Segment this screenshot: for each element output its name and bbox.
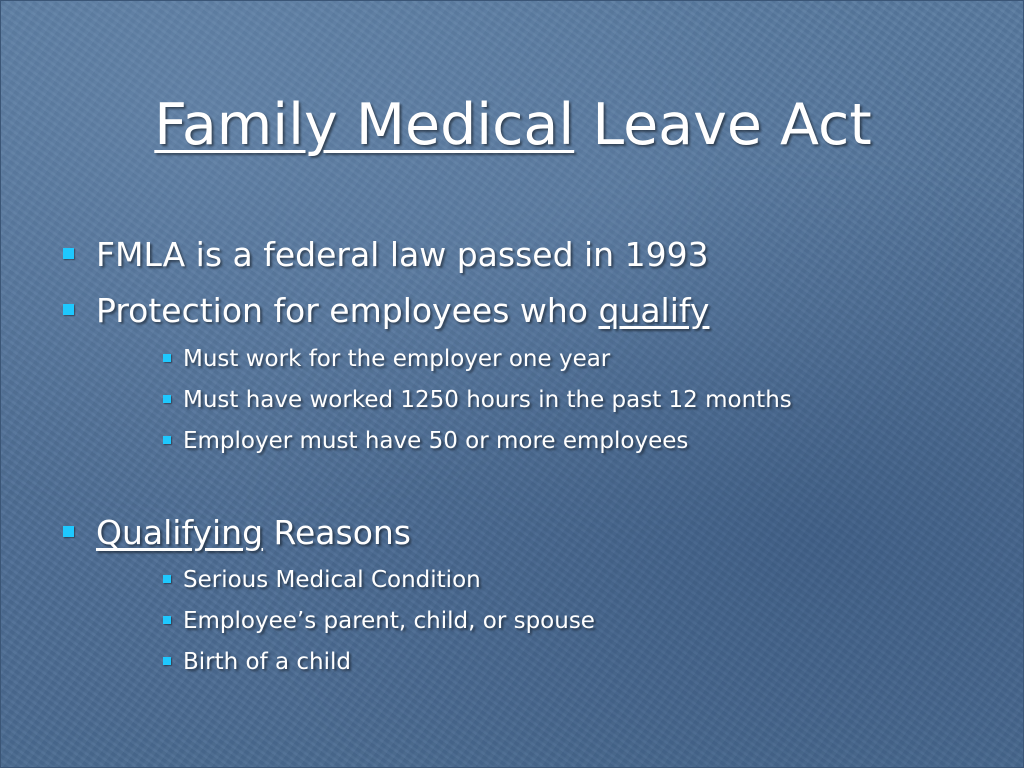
slide-title	[1, 85, 1024, 165]
square-bullet-icon	[63, 526, 74, 537]
square-bullet-icon	[163, 354, 171, 362]
sub-bullet-hours	[163, 385, 792, 415]
bullet-protection	[63, 291, 709, 331]
bullet-text: Reasons	[263, 513, 411, 552]
sub-bullet-text: Employee’s parent, child, or spouse	[183, 608, 595, 634]
bullet-federal-law	[63, 235, 709, 275]
slide-title-underlined: Family Medical	[154, 92, 575, 158]
square-bullet-icon	[63, 304, 74, 315]
sub-bullet-text: Must work for the employer one year	[183, 346, 611, 372]
slide-title-rest: Leave Act	[592, 92, 872, 158]
bullet-qualifying-reasons	[63, 513, 411, 553]
sub-bullet-text: Must have worked 1250 hours in the past 12 months	[183, 387, 792, 413]
sub-bullet-employees	[163, 426, 688, 456]
sub-bullet-medical-condition	[163, 565, 481, 595]
square-bullet-icon	[163, 616, 171, 624]
sub-bullet-work-year	[163, 344, 610, 374]
bullet-text: Protection for employees who	[96, 291, 599, 330]
bullet-underlined-text: Qualifying	[96, 513, 264, 552]
sub-bullet-text: Employer must have 50 or more employees	[183, 428, 689, 454]
sub-bullet-text: Serious Medical Condition	[183, 567, 481, 593]
square-bullet-icon	[163, 575, 171, 583]
sub-bullet-birth	[163, 647, 351, 677]
sub-bullet-text: Birth of a child	[183, 649, 352, 675]
square-bullet-icon	[163, 657, 171, 665]
sub-bullet-family	[163, 606, 595, 636]
square-bullet-icon	[163, 436, 171, 444]
square-bullet-icon	[63, 248, 74, 259]
bullet-underlined-text: qualify	[598, 291, 710, 330]
square-bullet-icon	[163, 395, 171, 403]
bullet-text: FMLA is a federal law passed in 1993	[96, 235, 709, 274]
